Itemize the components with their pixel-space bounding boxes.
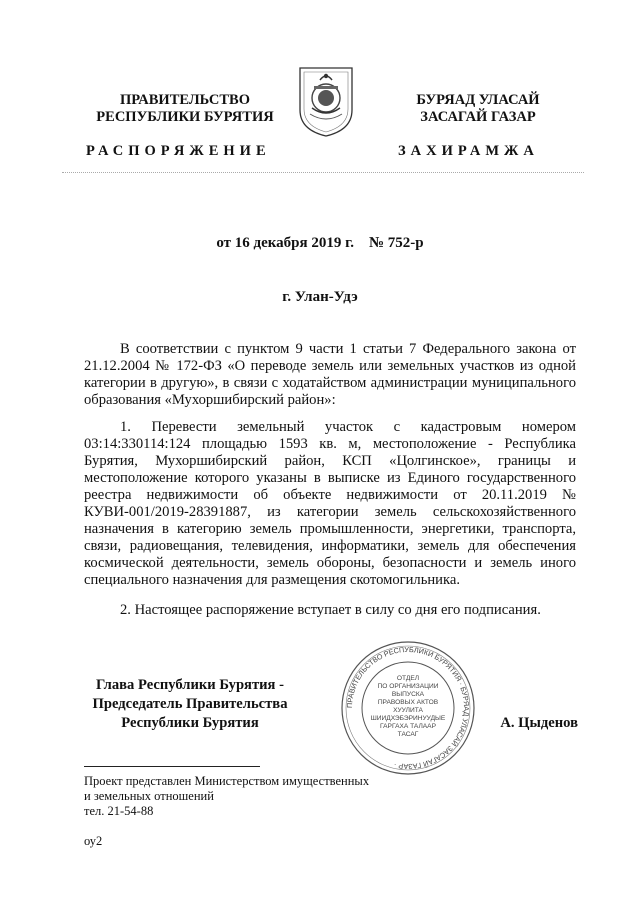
document-code: оу2 [84,834,103,848]
signatory-title-line2: Председатель Правительства [92,696,288,712]
seal-line: ПРАВОВЫХ АКТОВ [377,699,439,706]
seal-ring-text: ПРАВИТЕЛЬСТВО РЕСПУБЛИКИ БУРЯТИЯ · БУРЯАД УЛАСАЙ ЗАСАГАЙ ГАЗАР · [344,644,472,772]
footer-rule [84,766,260,767]
item-2-text: 2. Настоящее распоряжение вступает в силу со дня его подписания. [120,602,541,618]
intro-text: В соответствии с пунктом 9 части 1 статьи 7 Федерального закона от 21.12.2004 № 172-ФЗ «О переводе земель или земельных участков из одной категории в другую», в связи с ходатайством администрации муниципального образования «Мухоршибирский район»: [84,341,576,408]
item-1-text: 1. Перевести земельный участок с кадастровым номером 03:14:330114:124 площадью 1593 кв. м, местоположение - Республика Бурятия, Мухоршибирский район, КСП «Цолгинское», границы и местоположение которого указаны в выписке из Единого государственного реестра недвижимости об объекте недвижимости от 20.11.2019 № КУВИ-001/2019-28391887, из категории земель сельскохозяйственного назначения в категорию земель промышленности, энергетики, транспорта, связи, радиовещания, телевидения, информатики, земель для обеспечения космической деятельности, земель обороны, безопасности и земель иного специального назначения для размещения скотомогильника. [84,419,576,588]
date-and-number: от 16 декабря 2019 г. № 752-р [216,235,424,251]
signatory-title-line1: Глава Республики Бурятия - [96,677,284,693]
seal-line: ГАРГАХА ТАЛААР [380,723,436,730]
header-left-line2: РЕСПУБЛИКИ БУРЯТИЯ [96,109,274,125]
seal-line: ТАСАГ [397,731,419,738]
seal-line: ХУУЛИТА [393,707,423,714]
header-dotted-divider [62,171,584,173]
header-left-line1: ПРАВИТЕЛЬСТВО [120,92,250,108]
header-right-line1: БУРЯАД УЛАСАЙ [416,92,540,108]
government-name-buryat [368,92,588,126]
item-2-paragraph [84,602,576,619]
signatory-title-line3: Республики Бурятия [121,715,259,731]
seal-center-text [371,675,446,738]
document-type-russian: РАСПОРЯЖЕНИЕ [86,143,271,159]
signatory-name: А. Цыденов [500,715,578,731]
item-1-paragraph [84,419,576,589]
government-name-russian [60,92,310,126]
project-note [84,774,369,819]
seal-line: ВЫПУСКА [391,691,425,698]
coat-of-arms-emblem [294,64,358,138]
header-right-line2: ЗАСАГАЙ ГАЗАР [420,109,536,125]
document-type-buryat: ЗАХИРАМЖА [398,143,539,159]
signatory-title [84,676,296,733]
intro-paragraph [84,341,576,409]
official-seal [340,640,476,776]
contact-phone: тел. 21-54-88 [84,804,154,818]
seal-line: ШИИДХЭБЭРИНУУДЫЕ [370,715,446,722]
seal-line: ОТДЕЛ [396,675,420,682]
city: г. Улан-Удэ [282,289,358,305]
project-note-line2: и земельных отношений [84,789,214,803]
project-note-line1: Проект представлен Министерством имущественных [84,774,370,788]
seal-line: ПО ОРГАНИЗАЦИИ [377,683,439,690]
